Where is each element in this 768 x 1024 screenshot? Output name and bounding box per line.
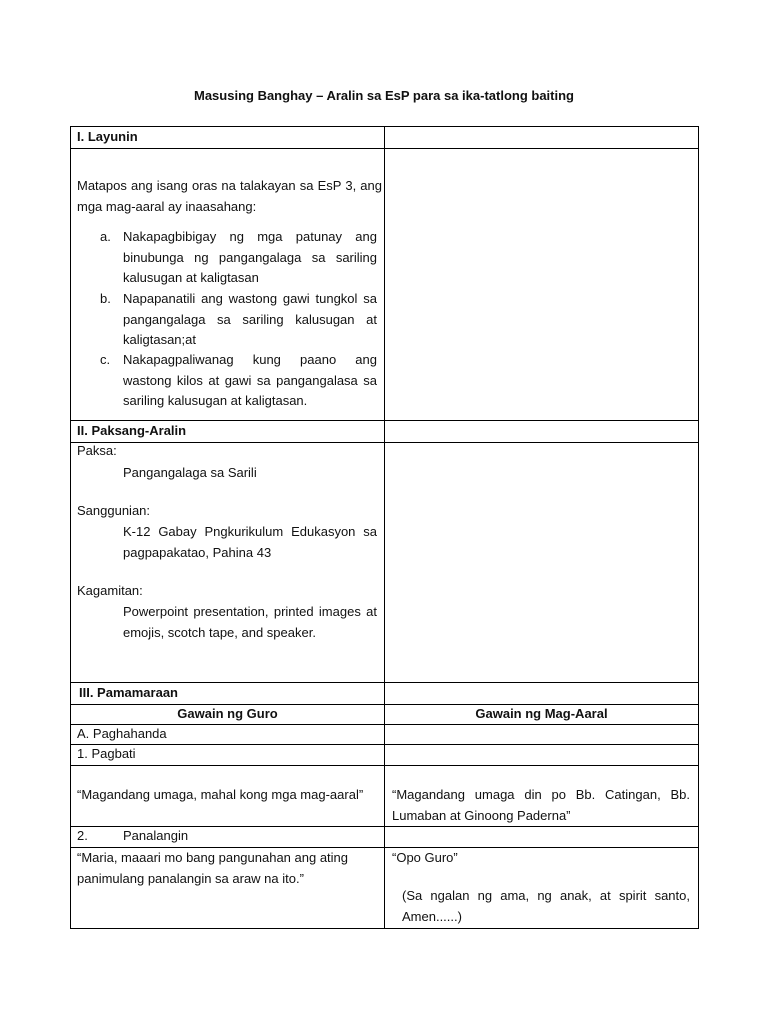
paksa-label: Paksa: xyxy=(77,443,117,458)
layunin-heading-cell xyxy=(70,126,385,149)
paksang-aralin-heading: II. Paksang-Aralin xyxy=(77,423,187,438)
panalangin-right-cell xyxy=(384,826,699,848)
pagbati-guro-cell xyxy=(70,765,385,827)
paghahanda-label: A. Paghahanda xyxy=(77,726,167,741)
col-guro-header-cell xyxy=(70,704,385,725)
sanggunian-value: K-12 Gabay Pngkurikulum Edukasyon sa pagpapakatao, Pahina 43 xyxy=(123,524,377,560)
col-guro-header: Gawain ng Guro xyxy=(177,706,278,721)
col-mag-aaral-header-cell xyxy=(384,704,699,725)
layunin-heading: I. Layunin xyxy=(77,129,138,144)
layunin-item-a: Nakapagbibigay ng mga patunay ang binubunga ng pangangalaga sa sariling kalusugan at kaligtasan xyxy=(123,229,377,285)
pagbati-label: 1. Pagbati xyxy=(77,746,136,761)
panalangin-cell xyxy=(70,826,385,848)
paksang-aralin-heading-cell xyxy=(70,420,385,443)
paghahanda-cell xyxy=(70,724,385,745)
pagbati-right-cell xyxy=(384,744,699,766)
layunin-heading-right-cell xyxy=(384,126,699,149)
pamamaraan-heading-cell xyxy=(70,682,385,705)
layunin-intro: Matapos ang isang oras na talakayan sa EsP 3, ang mga mag-aaral ay inaasahang: xyxy=(77,178,382,214)
panalangin-mag-aaral-reply: “Opo Guro” xyxy=(392,850,458,865)
pamamaraan-heading-right-cell xyxy=(384,682,699,705)
pamamaraan-heading: III. Pamamaraan xyxy=(79,685,178,700)
pagbati-guro: “Magandang umaga, mahal kong mga mag-aaral” xyxy=(77,787,364,802)
paksang-aralin-heading-right-cell xyxy=(384,420,699,443)
layunin-item-a-marker: a. xyxy=(100,229,111,244)
layunin-item-c-marker: c. xyxy=(100,352,111,367)
panalangin-label: Panalangin xyxy=(123,828,189,843)
panalangin-mag-aaral-cell xyxy=(384,847,699,929)
panalangin-guro-cell xyxy=(70,847,385,929)
kagamitan-value: Powerpoint presentation, printed images at emojis, scotch tape, and speaker. xyxy=(123,604,377,640)
paksa-value: Pangangalaga sa Sarili xyxy=(123,465,257,480)
sanggunian-label: Sanggunian: xyxy=(77,503,151,518)
layunin-body-right-cell xyxy=(384,148,699,421)
pagbati-mag-aaral: “Magandang umaga din po Bb. Catingan, Bb. Lumaban at Ginoong Paderna” xyxy=(392,787,690,823)
kagamitan-label: Kagamitan: xyxy=(77,583,143,598)
paksang-aralin-body-right-cell xyxy=(384,442,699,683)
layunin-item-b-marker: b. xyxy=(100,291,111,306)
panalangin-number: 2. xyxy=(77,828,88,843)
panalangin-mag-aaral-prayer: (Sa ngalan ng ama, ng anak, at spirit santo, Amen......) xyxy=(402,888,690,924)
pagbati-mag-aaral-cell xyxy=(384,765,699,827)
layunin-item-c: Nakapagpaliwanag kung paano ang wastong kilos at gawi sa pangangalasa sa sariling kalusugan at kaligtasan. xyxy=(123,352,377,408)
panalangin-guro: “Maria, maaari mo bang pangunahan ang ating panimulang panalangin sa araw na ito.” xyxy=(77,850,349,886)
col-mag-aaral-header: Gawain ng Mag-Aaral xyxy=(475,706,608,721)
pagbati-cell xyxy=(70,744,385,766)
paghahanda-right-cell xyxy=(384,724,699,745)
layunin-item-b: Napapanatili ang wastong gawi tungkol sa pangangalaga sa sariling kalusugan at kaligtasan;at xyxy=(123,291,377,347)
document-title: Masusing Banghay – Aralin sa EsP para sa ika-tatlong baiting xyxy=(194,88,574,103)
paksang-aralin-body-cell xyxy=(70,442,385,683)
layunin-body-cell xyxy=(70,148,385,421)
